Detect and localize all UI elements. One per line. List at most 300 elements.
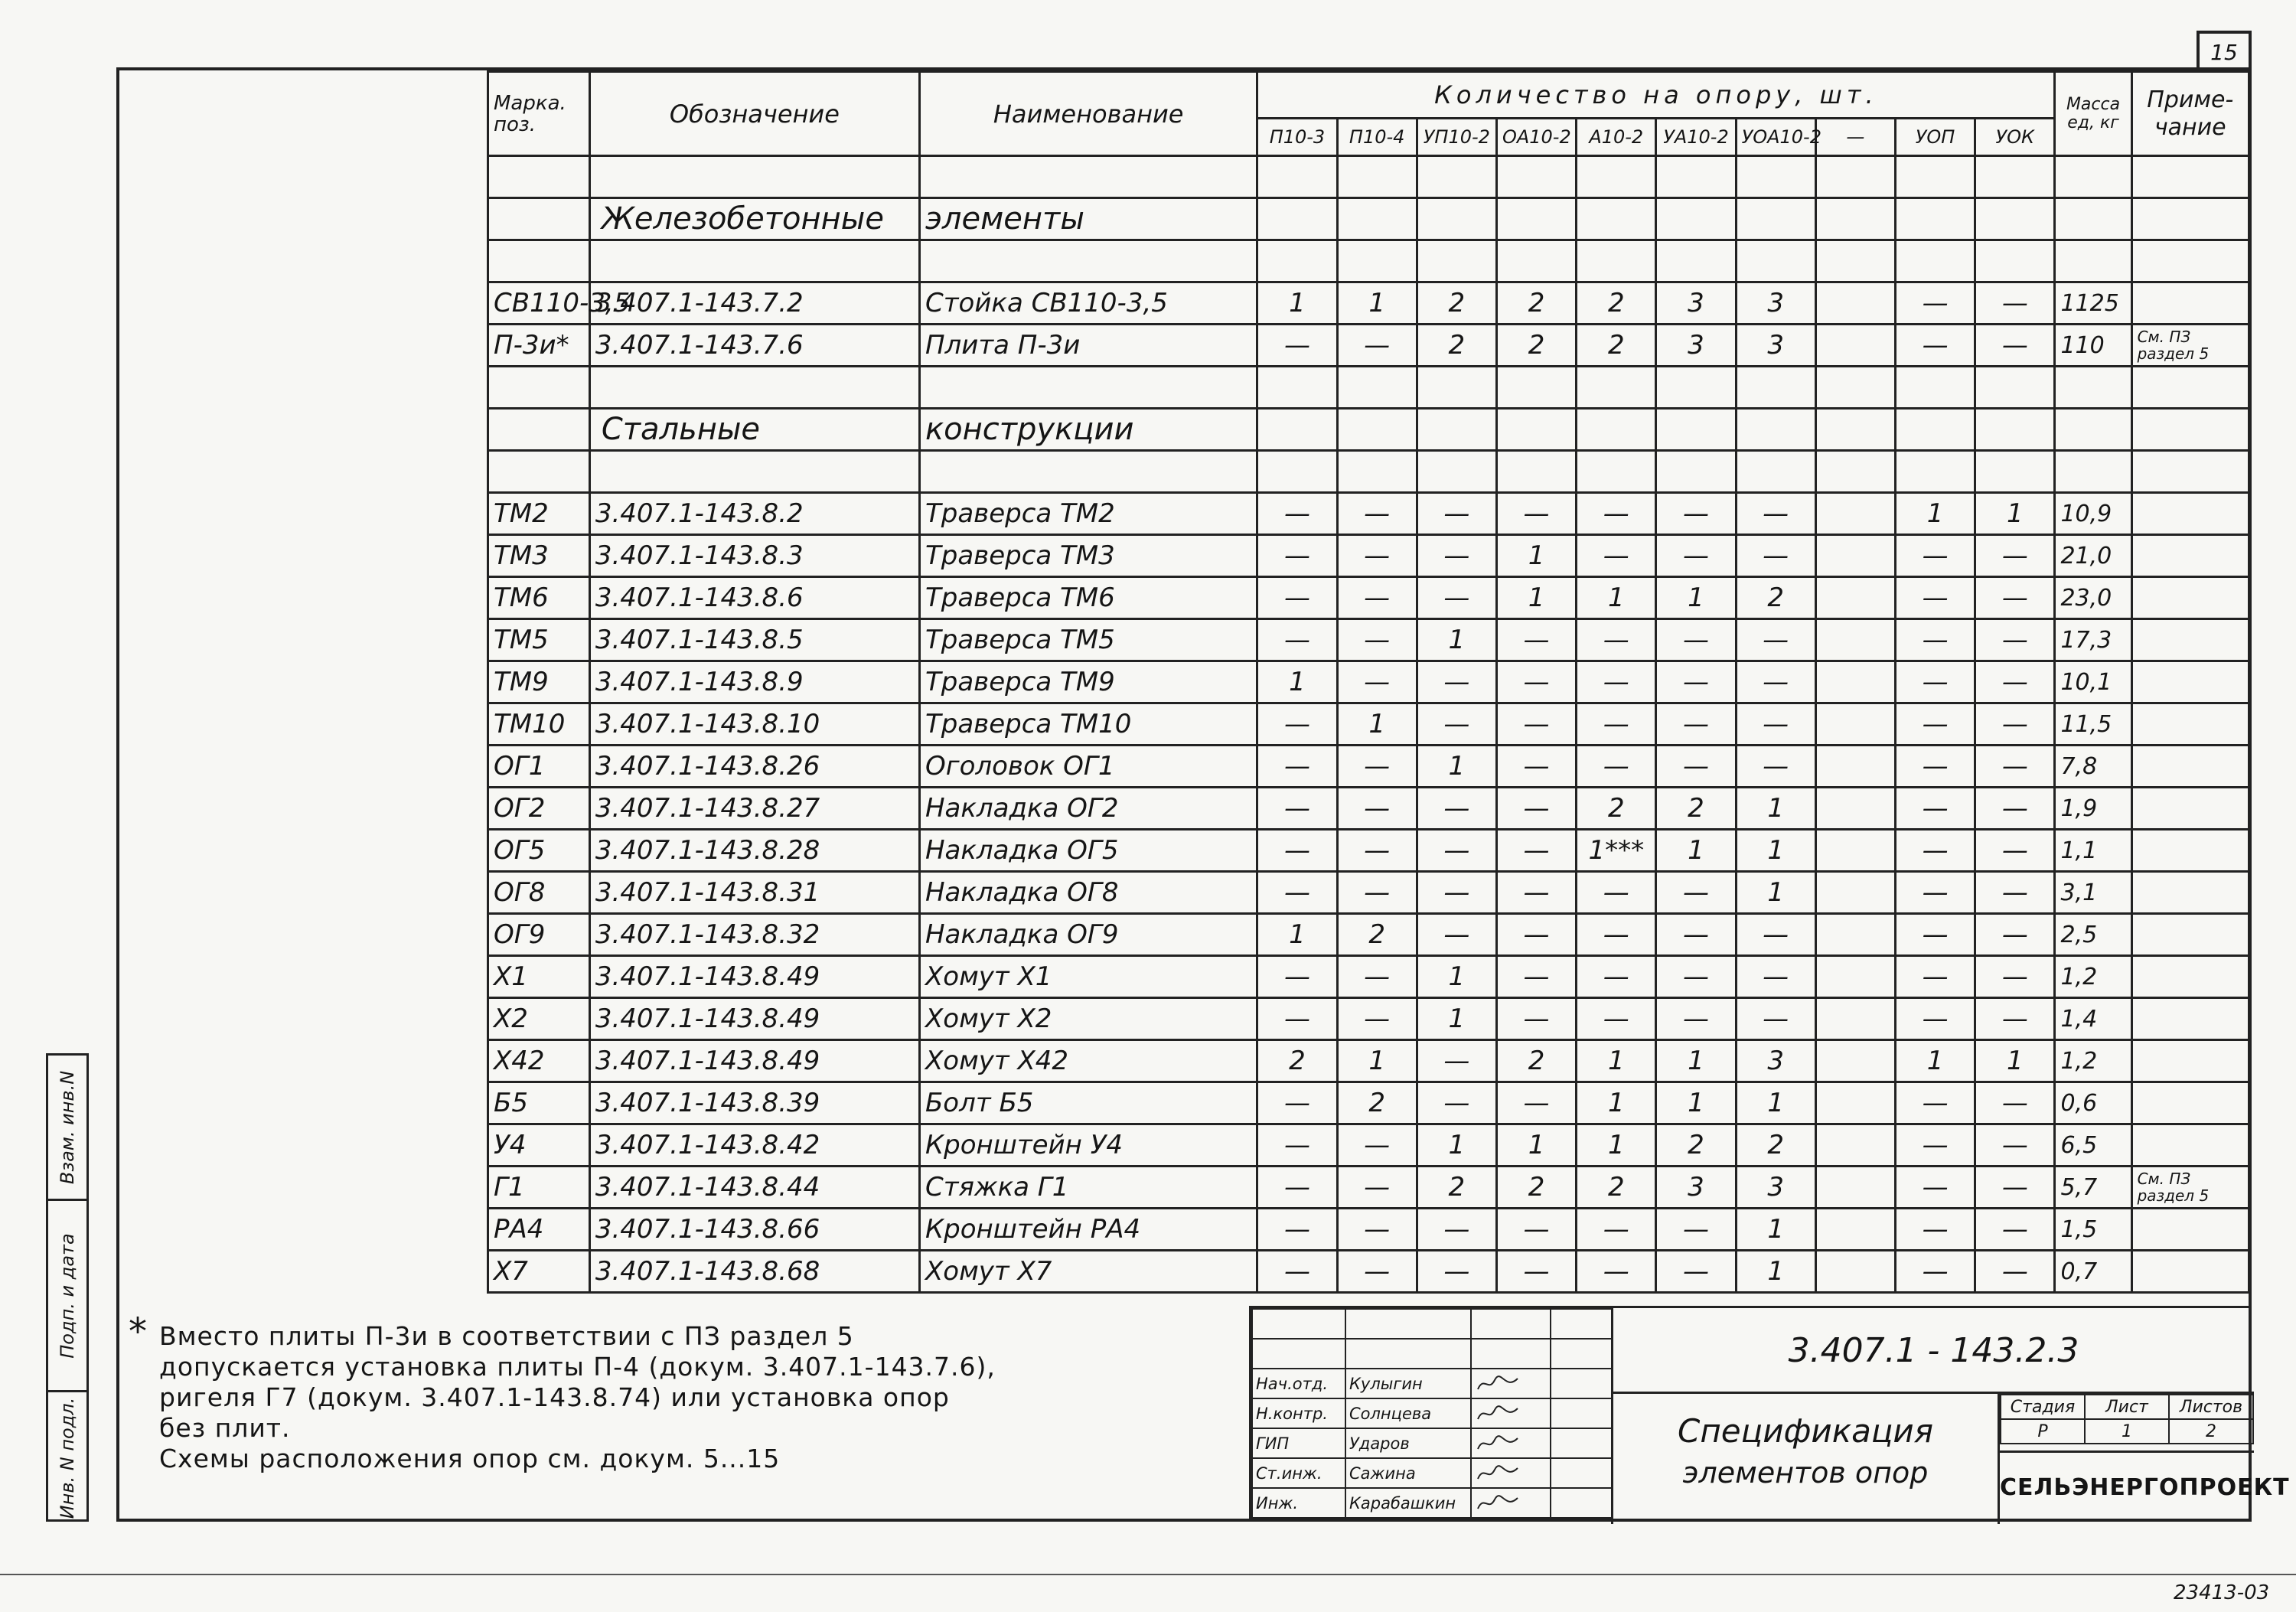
cell-quantity bbox=[1815, 1040, 1895, 1082]
sheets-value: 2 bbox=[2169, 1419, 2253, 1444]
table-cell-empty bbox=[1417, 240, 1496, 282]
cell-quantity bbox=[1815, 914, 1895, 956]
cell-quantity: — bbox=[1895, 661, 1975, 703]
cell-quantity: — bbox=[1895, 830, 1975, 872]
cell-quantity: 1 bbox=[1337, 1040, 1417, 1082]
approval-row bbox=[1252, 1309, 1612, 1339]
cell-quantity bbox=[1815, 746, 1895, 788]
cell-quantity: 1 bbox=[1257, 282, 1337, 325]
cell-designation: 3.407.1-143.8.32 bbox=[589, 914, 919, 956]
cell-quantity: — bbox=[1736, 746, 1815, 788]
cell-quantity: — bbox=[1257, 1167, 1337, 1209]
cell-quantity: — bbox=[1975, 998, 2055, 1040]
cell-mass: 6,5 bbox=[2055, 1124, 2131, 1167]
approval-person: Сажина bbox=[1345, 1458, 1471, 1488]
cell-quantity: 2 bbox=[1656, 1124, 1736, 1167]
cell-note bbox=[2131, 788, 2249, 830]
approval-signature bbox=[1471, 1458, 1551, 1488]
cell-quantity: 1 bbox=[1577, 1040, 1656, 1082]
cell-quantity: 1 bbox=[1496, 577, 1576, 619]
section-title-right: конструкции bbox=[919, 409, 1257, 451]
cell-quantity: — bbox=[1257, 998, 1337, 1040]
footnote-line: Вместо плиты П-3и в соответствии с ПЗ раздел 5 bbox=[159, 1321, 854, 1351]
table-row bbox=[488, 1209, 2249, 1251]
cell-quantity: 1 bbox=[1577, 1124, 1656, 1167]
cell-name: Хомут Х1 bbox=[919, 956, 1257, 998]
cell-quantity bbox=[1815, 1209, 1895, 1251]
header-quantity-col: УОП bbox=[1895, 119, 1975, 156]
cell-quantity: 1 bbox=[1736, 872, 1815, 914]
cell-quantity: — bbox=[1975, 956, 2055, 998]
cell-designation: 3.407.1-143.8.68 bbox=[589, 1251, 919, 1293]
cell-quantity bbox=[1815, 1082, 1895, 1124]
cell-mass: 3,1 bbox=[2055, 872, 2131, 914]
table-cell-empty bbox=[1736, 367, 1815, 409]
cell-designation: 3.407.1-143.7.2 bbox=[589, 282, 919, 325]
cell-quantity: — bbox=[1895, 535, 1975, 577]
cell-quantity: — bbox=[1496, 830, 1576, 872]
approval-person: Солнцева bbox=[1345, 1398, 1471, 1428]
cell-quantity: — bbox=[1496, 619, 1576, 661]
header-quantity-col: П10-4 bbox=[1337, 119, 1417, 156]
table-cell-empty bbox=[1895, 240, 1975, 282]
cell-mass: 5,7 bbox=[2055, 1167, 2131, 1209]
cell-quantity: — bbox=[1417, 872, 1496, 914]
table-row bbox=[488, 998, 2249, 1040]
side-stamp-sign-date: Подп. и дата bbox=[57, 1232, 78, 1359]
cell-quantity: 1 bbox=[1337, 703, 1417, 746]
table-cell-empty bbox=[2055, 367, 2131, 409]
table-cell-empty bbox=[919, 156, 1257, 198]
cell-designation: 3.407.1-143.8.39 bbox=[589, 1082, 919, 1124]
cell-quantity: — bbox=[1496, 493, 1576, 535]
table-cell-empty bbox=[1895, 198, 1975, 240]
cell-name: Траверса ТМ5 bbox=[919, 619, 1257, 661]
cell-quantity: — bbox=[1975, 788, 2055, 830]
header-quantity-col: — bbox=[1815, 119, 1895, 156]
cell-quantity: 1 bbox=[1577, 1082, 1656, 1124]
cell-quantity: — bbox=[1257, 1209, 1337, 1251]
approval-date bbox=[1551, 1309, 1612, 1339]
cell-designation: 3.407.1-143.8.9 bbox=[589, 661, 919, 703]
cell-quantity: — bbox=[1257, 1251, 1337, 1293]
cell-quantity: — bbox=[1257, 577, 1337, 619]
cell-quantity: — bbox=[1895, 956, 1975, 998]
cell-quantity: 3 bbox=[1656, 325, 1736, 367]
cell-quantity: — bbox=[1736, 914, 1815, 956]
header-quantity-group: Количество на опору, шт. bbox=[1257, 72, 2055, 119]
approval-row bbox=[1252, 1458, 1612, 1488]
cell-quantity: 1 bbox=[1736, 1082, 1815, 1124]
cell-mark: СВ110-3,5 bbox=[488, 282, 590, 325]
approval-date bbox=[1551, 1398, 1612, 1428]
cell-quantity: — bbox=[1577, 872, 1656, 914]
cell-mark: ТМ5 bbox=[488, 619, 590, 661]
cell-quantity: — bbox=[1895, 1082, 1975, 1124]
cell-name: Накладка ОГ9 bbox=[919, 914, 1257, 956]
approval-role: ГИП bbox=[1252, 1428, 1345, 1458]
approval-role bbox=[1252, 1309, 1345, 1339]
table-cell-empty bbox=[1815, 367, 1895, 409]
cell-quantity: — bbox=[1417, 1209, 1496, 1251]
cell-mass: 21,0 bbox=[2055, 535, 2131, 577]
header-quantity-col: УОК bbox=[1975, 119, 2055, 156]
cell-mass: 1,4 bbox=[2055, 998, 2131, 1040]
approval-row bbox=[1252, 1488, 1612, 1518]
cell-name: Траверса ТМ2 bbox=[919, 493, 1257, 535]
table-cell-empty bbox=[2055, 451, 2131, 493]
cell-quantity: — bbox=[1975, 746, 2055, 788]
cell-designation: 3.407.1-143.8.10 bbox=[589, 703, 919, 746]
approval-person: Кулыгин bbox=[1345, 1369, 1471, 1398]
cell-quantity: — bbox=[1257, 619, 1337, 661]
table-cell-empty bbox=[1577, 156, 1656, 198]
table-cell-empty bbox=[2131, 409, 2249, 451]
cell-quantity: — bbox=[1895, 998, 1975, 1040]
cell-mark: ТМ10 bbox=[488, 703, 590, 746]
approval-role: Инж. bbox=[1252, 1488, 1345, 1518]
cell-mark: ОГ8 bbox=[488, 872, 590, 914]
table-cell-empty bbox=[1815, 451, 1895, 493]
cell-quantity: — bbox=[1895, 746, 1975, 788]
cell-name: Стяжка Г1 bbox=[919, 1167, 1257, 1209]
table-cell-empty bbox=[1417, 409, 1496, 451]
cell-quantity: — bbox=[1337, 325, 1417, 367]
cell-quantity: — bbox=[1257, 830, 1337, 872]
cell-quantity: — bbox=[1736, 535, 1815, 577]
cell-quantity: — bbox=[1895, 788, 1975, 830]
cell-mark: ТМ3 bbox=[488, 535, 590, 577]
cell-quantity: — bbox=[1257, 1124, 1337, 1167]
table-cell-empty bbox=[1656, 451, 1736, 493]
table-cell-empty bbox=[1736, 451, 1815, 493]
cell-quantity: 2 bbox=[1417, 1167, 1496, 1209]
table-cell-empty bbox=[589, 367, 919, 409]
table-cell-empty bbox=[1656, 409, 1736, 451]
header-quantity-col: УОА10-2 bbox=[1736, 119, 1815, 156]
cell-quantity: — bbox=[1496, 914, 1576, 956]
table-cell-empty bbox=[488, 409, 590, 451]
cell-quantity: — bbox=[1975, 1251, 2055, 1293]
cell-quantity: — bbox=[1895, 1251, 1975, 1293]
table-row bbox=[488, 282, 2249, 325]
table-cell-empty bbox=[1337, 156, 1417, 198]
table-cell-empty bbox=[1496, 240, 1576, 282]
cell-mark: ОГ2 bbox=[488, 788, 590, 830]
cell-quantity bbox=[1815, 872, 1895, 914]
cell-quantity: — bbox=[1736, 661, 1815, 703]
cell-quantity: 1 bbox=[1417, 956, 1496, 998]
header-quantity-col: УП10-2 bbox=[1417, 119, 1496, 156]
cell-quantity: 3 bbox=[1656, 1167, 1736, 1209]
table-row bbox=[488, 956, 2249, 998]
cell-quantity: 1 bbox=[1257, 914, 1337, 956]
cell-note bbox=[2131, 830, 2249, 872]
cell-quantity: — bbox=[1577, 914, 1656, 956]
table-row bbox=[488, 325, 2249, 367]
sheet-value: 1 bbox=[2085, 1419, 2169, 1444]
table-cell-empty bbox=[1417, 156, 1496, 198]
document-title-line1: Спецификация bbox=[1678, 1412, 1933, 1450]
cell-designation: 3.407.1-143.8.66 bbox=[589, 1209, 919, 1251]
cell-quantity bbox=[1815, 493, 1895, 535]
cell-designation: 3.407.1-143.8.44 bbox=[589, 1167, 919, 1209]
table-row bbox=[488, 1251, 2249, 1293]
section-title-left: Железобетонные bbox=[589, 198, 919, 240]
table-cell-empty bbox=[1895, 409, 1975, 451]
approval-role: Нач.отд. bbox=[1252, 1369, 1345, 1398]
table-cell-empty bbox=[1815, 409, 1895, 451]
cell-mark: ОГ1 bbox=[488, 746, 590, 788]
cell-mass: 23,0 bbox=[2055, 577, 2131, 619]
cell-quantity: — bbox=[1577, 493, 1656, 535]
header-note: Приме-чание bbox=[2131, 72, 2249, 156]
cell-quantity: — bbox=[1656, 956, 1736, 998]
table-cell-empty bbox=[1337, 240, 1417, 282]
cell-quantity bbox=[1815, 830, 1895, 872]
signature-scribble bbox=[1475, 1374, 1521, 1394]
cell-mark: Б5 bbox=[488, 1082, 590, 1124]
cell-mark: ТМ6 bbox=[488, 577, 590, 619]
approval-role: Н.контр. bbox=[1252, 1398, 1345, 1428]
footnote bbox=[129, 1310, 1218, 1474]
cell-quantity: — bbox=[1496, 788, 1576, 830]
cell-mass: 7,8 bbox=[2055, 746, 2131, 788]
table-row bbox=[488, 1124, 2249, 1167]
cell-quantity: — bbox=[1577, 998, 1656, 1040]
cell-quantity: — bbox=[1656, 746, 1736, 788]
cell-quantity: 3 bbox=[1736, 325, 1815, 367]
cell-quantity: — bbox=[1895, 1167, 1975, 1209]
sheet-label: Лист bbox=[2085, 1395, 2169, 1419]
approval-date bbox=[1551, 1488, 1612, 1518]
table-cell-empty bbox=[2131, 451, 2249, 493]
approval-signature bbox=[1471, 1398, 1551, 1428]
cell-name: Оголовок ОГ1 bbox=[919, 746, 1257, 788]
table-cell-empty bbox=[1577, 409, 1656, 451]
cell-quantity: — bbox=[1895, 619, 1975, 661]
cell-quantity: 1*** bbox=[1577, 830, 1656, 872]
cell-quantity bbox=[1815, 998, 1895, 1040]
cell-quantity: — bbox=[1257, 325, 1337, 367]
cell-quantity: — bbox=[1337, 830, 1417, 872]
table-row-blank bbox=[488, 451, 2249, 493]
table-cell-empty bbox=[1975, 409, 2055, 451]
cell-quantity: — bbox=[1577, 535, 1656, 577]
header-quantity-col: ОА10-2 bbox=[1496, 119, 1576, 156]
table-cell-empty bbox=[1496, 451, 1576, 493]
cell-note bbox=[2131, 661, 2249, 703]
table-cell-empty bbox=[1975, 156, 2055, 198]
header-designation: Обозначение bbox=[589, 72, 919, 156]
cell-quantity: — bbox=[1496, 1251, 1576, 1293]
cell-quantity: — bbox=[1577, 746, 1656, 788]
table-cell-empty bbox=[488, 156, 590, 198]
cell-quantity: — bbox=[1337, 661, 1417, 703]
cell-quantity: — bbox=[1337, 493, 1417, 535]
cell-quantity: — bbox=[1975, 1209, 2055, 1251]
cell-name: Кронштейн У4 bbox=[919, 1124, 1257, 1167]
approval-date bbox=[1551, 1428, 1612, 1458]
cell-quantity: — bbox=[1417, 703, 1496, 746]
cell-name: Хомут Х2 bbox=[919, 998, 1257, 1040]
cell-quantity: — bbox=[1577, 661, 1656, 703]
cell-designation: 3.407.1-143.8.3 bbox=[589, 535, 919, 577]
header-quantity-col: А10-2 bbox=[1577, 119, 1656, 156]
table-cell-empty bbox=[1417, 367, 1496, 409]
table-cell-empty bbox=[1815, 198, 1895, 240]
cell-quantity: 1 bbox=[1417, 746, 1496, 788]
side-stamp-inv-orig: Инв. N подл. bbox=[57, 1397, 78, 1519]
cell-note bbox=[2131, 1082, 2249, 1124]
cell-quantity: 1 bbox=[1656, 830, 1736, 872]
table-row-blank bbox=[488, 367, 2249, 409]
table-cell-empty bbox=[1417, 198, 1496, 240]
cell-mark: Х7 bbox=[488, 1251, 590, 1293]
table-cell-empty bbox=[1417, 451, 1496, 493]
cell-quantity: — bbox=[1736, 956, 1815, 998]
cell-quantity: — bbox=[1975, 1082, 2055, 1124]
cell-name: Траверса ТМ3 bbox=[919, 535, 1257, 577]
cell-quantity: — bbox=[1496, 998, 1576, 1040]
cell-mass: 0,7 bbox=[2055, 1251, 2131, 1293]
table-cell-empty bbox=[1257, 240, 1337, 282]
cell-mass: 1125 bbox=[2055, 282, 2131, 325]
cell-quantity: — bbox=[1496, 661, 1576, 703]
cell-name: Болт Б5 bbox=[919, 1082, 1257, 1124]
cell-note bbox=[2131, 956, 2249, 998]
cell-quantity: 2 bbox=[1577, 325, 1656, 367]
cell-quantity: — bbox=[1975, 872, 2055, 914]
table-cell-empty bbox=[1975, 240, 2055, 282]
cell-quantity: — bbox=[1337, 1209, 1417, 1251]
cell-note bbox=[2131, 1251, 2249, 1293]
cell-quantity: — bbox=[1337, 535, 1417, 577]
cell-note bbox=[2131, 619, 2249, 661]
cell-quantity: — bbox=[1257, 535, 1337, 577]
cell-name: Стойка СВ110-3,5 bbox=[919, 282, 1257, 325]
signature-scribble bbox=[1475, 1464, 1521, 1483]
table-row bbox=[488, 493, 2249, 535]
table-cell-empty bbox=[488, 240, 590, 282]
cell-designation: 3.407.1-143.8.26 bbox=[589, 746, 919, 788]
cell-quantity: — bbox=[1975, 535, 2055, 577]
approval-row bbox=[1252, 1339, 1612, 1369]
cell-quantity: — bbox=[1496, 872, 1576, 914]
cell-quantity bbox=[1815, 325, 1895, 367]
cell-quantity bbox=[1815, 703, 1895, 746]
cell-quantity: 2 bbox=[1496, 1167, 1576, 1209]
table-cell-empty bbox=[919, 367, 1257, 409]
cell-quantity: 2 bbox=[1417, 325, 1496, 367]
cell-mark: У4 bbox=[488, 1124, 590, 1167]
cell-note bbox=[2131, 535, 2249, 577]
cell-mass: 2,5 bbox=[2055, 914, 2131, 956]
table-cell-empty bbox=[1656, 367, 1736, 409]
table-cell-empty bbox=[1656, 156, 1736, 198]
cell-quantity: — bbox=[1577, 1251, 1656, 1293]
table-cell-empty bbox=[488, 451, 590, 493]
cell-mass: 10,9 bbox=[2055, 493, 2131, 535]
table-cell-empty bbox=[1337, 367, 1417, 409]
table-cell-empty bbox=[1577, 451, 1656, 493]
cell-quantity: 2 bbox=[1337, 1082, 1417, 1124]
cell-note bbox=[2131, 1124, 2249, 1167]
table-cell-empty bbox=[2055, 198, 2131, 240]
cell-quantity bbox=[1815, 619, 1895, 661]
cell-quantity: 1 bbox=[1656, 1040, 1736, 1082]
cell-quantity: — bbox=[1496, 1082, 1576, 1124]
cell-quantity: — bbox=[1417, 1040, 1496, 1082]
cell-designation: 3.407.1-143.8.31 bbox=[589, 872, 919, 914]
cell-mass: 1,9 bbox=[2055, 788, 2131, 830]
table-cell-empty bbox=[1496, 198, 1576, 240]
cell-name: Плита П-3и bbox=[919, 325, 1257, 367]
document-code: 3.407.1 - 143.2.3 bbox=[1611, 1308, 2254, 1394]
cell-quantity: 1 bbox=[1496, 535, 1576, 577]
cell-quantity: 1 bbox=[1417, 619, 1496, 661]
approval-signature bbox=[1471, 1309, 1551, 1339]
cell-quantity: — bbox=[1975, 1124, 2055, 1167]
header-quantity-col: УА10-2 bbox=[1656, 119, 1736, 156]
cell-quantity: — bbox=[1337, 577, 1417, 619]
table-cell-empty bbox=[1496, 409, 1576, 451]
cell-quantity: 1 bbox=[1975, 1040, 2055, 1082]
cell-note bbox=[2131, 746, 2249, 788]
table-cell-empty bbox=[2055, 240, 2131, 282]
cell-quantity: — bbox=[1257, 956, 1337, 998]
cell-mark: П-3и* bbox=[488, 325, 590, 367]
cell-quantity: 2 bbox=[1496, 1040, 1576, 1082]
cell-quantity: — bbox=[1656, 914, 1736, 956]
cell-name: Хомут Х42 bbox=[919, 1040, 1257, 1082]
cell-quantity: — bbox=[1895, 325, 1975, 367]
title-block bbox=[1249, 1306, 2290, 1522]
signature-scribble bbox=[1475, 1434, 1521, 1454]
cell-quantity: — bbox=[1337, 746, 1417, 788]
cell-name: Хомут Х7 bbox=[919, 1251, 1257, 1293]
table-cell-empty bbox=[1257, 156, 1337, 198]
cell-quantity: — bbox=[1337, 788, 1417, 830]
cell-note: См. ПЗ раздел 5 bbox=[2131, 325, 2249, 367]
stage-label: Стадия bbox=[2001, 1395, 2085, 1419]
cell-quantity: 1 bbox=[1736, 1209, 1815, 1251]
table-cell-empty bbox=[1895, 367, 1975, 409]
cell-quantity: — bbox=[1656, 1251, 1736, 1293]
organization-name: СЕЛЬЭНЕРГОПРОЕКТ bbox=[2000, 1450, 2254, 1524]
cell-quantity: — bbox=[1975, 282, 2055, 325]
cell-quantity: 1 bbox=[1736, 1251, 1815, 1293]
table-cell-empty bbox=[1736, 156, 1815, 198]
cell-quantity: — bbox=[1656, 535, 1736, 577]
cell-quantity bbox=[1815, 1124, 1895, 1167]
approval-row bbox=[1252, 1398, 1612, 1428]
table-row bbox=[488, 872, 2249, 914]
cell-mark: ОГ5 bbox=[488, 830, 590, 872]
cell-quantity: 1 bbox=[1417, 1124, 1496, 1167]
cell-quantity: 3 bbox=[1736, 1040, 1815, 1082]
cell-note bbox=[2131, 914, 2249, 956]
cell-quantity: 2 bbox=[1577, 282, 1656, 325]
cell-name: Накладка ОГ5 bbox=[919, 830, 1257, 872]
table-row-blank bbox=[488, 240, 2249, 282]
cell-quantity: — bbox=[1257, 703, 1337, 746]
footnote-line: Схемы расположения опор см. докум. 5...15 bbox=[159, 1444, 781, 1473]
cell-quantity: — bbox=[1417, 493, 1496, 535]
cell-mass: 0,6 bbox=[2055, 1082, 2131, 1124]
approval-person: Ударов bbox=[1345, 1428, 1471, 1458]
cell-mass: 10,1 bbox=[2055, 661, 2131, 703]
